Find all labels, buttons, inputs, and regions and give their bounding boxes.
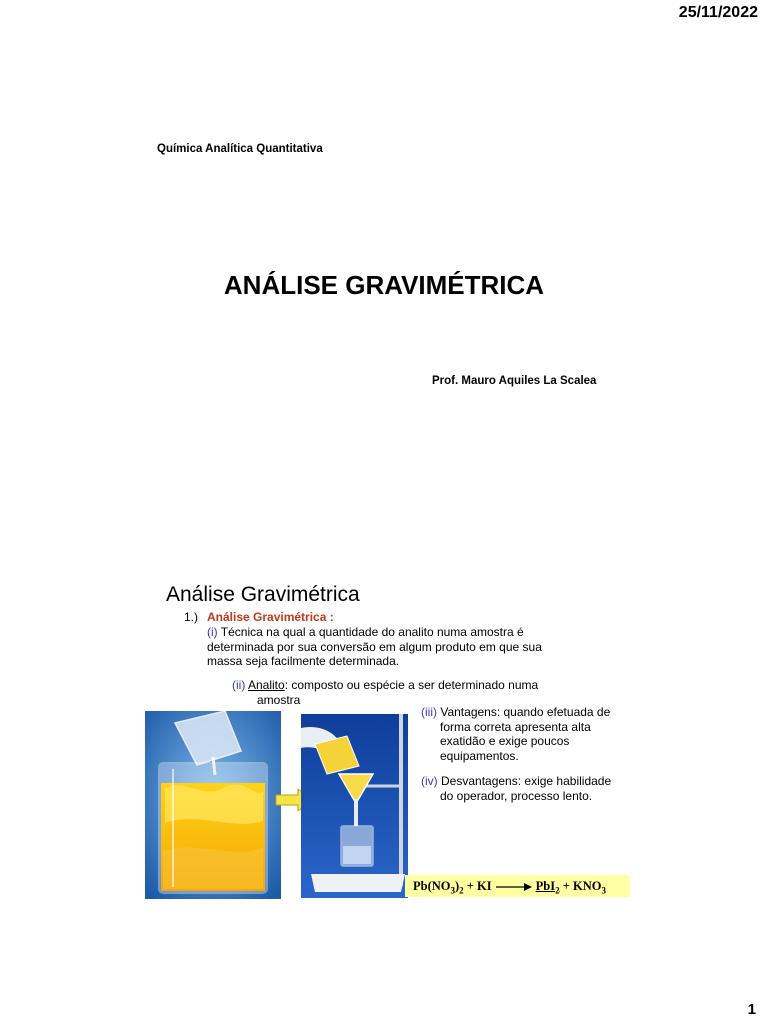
product2-sub: 3 (601, 885, 606, 896)
chemical-equation (405, 875, 630, 897)
reactant1-close: ) (455, 879, 460, 893)
filtration-photo (301, 714, 408, 898)
item-number: 1.) (184, 610, 199, 624)
analito-term: Analito (248, 678, 285, 692)
point-iii-text-rest: forma correta apresenta alta exatidão e exige poucos equipamentos. (440, 719, 591, 763)
author-name: Prof. Mauro Aquiles La Scalea (432, 375, 597, 387)
presentation-title: ANÁLISE GRAVIMÉTRICA (223, 270, 545, 300)
point-iv (421, 774, 631, 803)
numeral-i: (i) (207, 625, 218, 639)
slide-title: Análise Gravimétrica (166, 583, 360, 606)
point-iii (421, 705, 631, 763)
reactant-ki: + KI (463, 879, 492, 893)
product2-text: + KNO (559, 879, 602, 893)
numeral-iii: (iii) (421, 705, 437, 719)
point-ii-text-line1: : composto ou espécie a ser determinado numa (284, 678, 539, 692)
product-potassium-nitrate (559, 879, 606, 896)
item-heading: Análise Gravimétrica : (207, 610, 334, 624)
page-number: 1 (747, 1001, 756, 1018)
point-i (207, 625, 567, 669)
product1-text: PbI (535, 879, 556, 893)
reactant1-sub2: 2 (459, 885, 464, 896)
numeral-iv: (iv) (421, 774, 438, 788)
slide-date: 25/11/2022 (678, 4, 758, 21)
product-lead-iodide (535, 879, 560, 896)
product1-sub: 2 (555, 885, 560, 896)
reactant1-text: Pb(NO (413, 879, 451, 893)
course-name: Química Analítica Quantitativa (157, 143, 323, 155)
beaker-precipitate-photo (145, 711, 281, 899)
point-iv-text-rest: do operador, processo lento. (440, 788, 593, 803)
reactant-lead-nitrate (413, 879, 464, 896)
point-ii (232, 678, 562, 707)
point-ii-text-line2: amostra (257, 692, 301, 707)
reactant1-sub1: 3 (450, 885, 455, 896)
reaction-arrow-icon (496, 882, 532, 892)
numeral-ii: (ii) (232, 678, 246, 692)
point-i-text: Técnica na qual a quantidade do analito numa amostra é determinada por sua conversão em algum produto em que sua massa seja facilmente determinada. (207, 625, 542, 668)
point-iv-text-line1: Desvantagens: exige habilidade (441, 774, 612, 788)
point-iii-text-line1: Vantagens: quando efetuada de (440, 705, 611, 719)
